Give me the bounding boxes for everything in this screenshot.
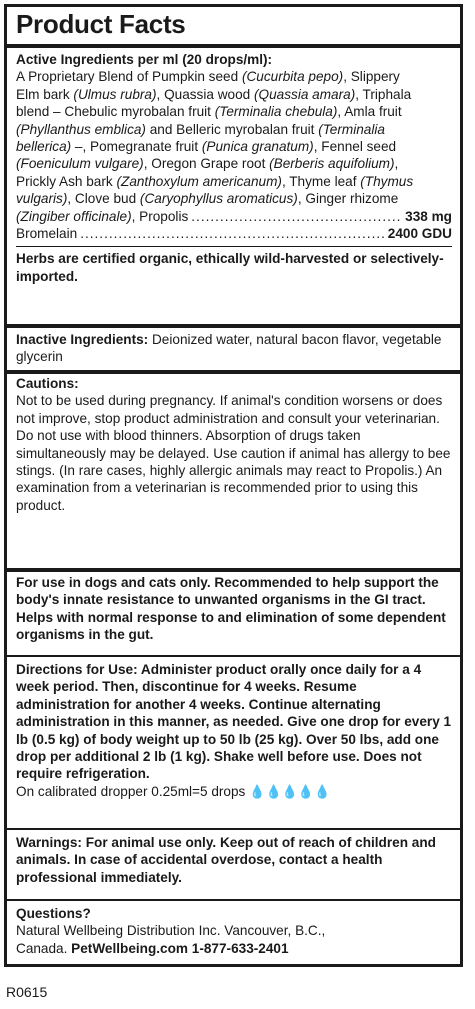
botanical-name: bellerica) (16, 139, 72, 155)
section-divider (7, 899, 460, 901)
botanical-name: (Phyllanthus emblica) (16, 121, 146, 137)
botanical-name: (Caryophyllus aromaticus) (139, 191, 298, 207)
ingredient-text: , Triphala (355, 86, 412, 102)
ingredient-text: and Belleric myrobalan fruit (145, 121, 319, 137)
ingredient-line (16, 155, 452, 172)
ingredient-text: , Amla fruit (337, 104, 402, 120)
botanical-name: (Punica granatum) (201, 139, 314, 155)
ingredient-text: A Proprietary Blend of Pumpkin seed (16, 69, 242, 85)
section-divider (7, 568, 460, 572)
bromelain-row (16, 225, 452, 242)
questions-section (16, 905, 452, 957)
title-divider (7, 44, 460, 48)
leader-dots (191, 208, 402, 225)
cautions-text: Not to be used during pregnancy. If animal's condition worsens or does not improve, stop product administration and consult your veterinarian. Do not use with blood thinners. Absorption of drugs taken simultaneously may be delayed. Use caution if animal has allergy to bee stings. (In rare cases, highly allergic animals may react to Propolis.) An examination from a veterinarian is recommended prior to using this product. (16, 393, 451, 513)
active-ingredients-heading: Active Ingredients per ml (20 drops/ml): (16, 52, 273, 67)
ingredient-line (16, 138, 452, 155)
divider (16, 246, 452, 247)
warnings-heading: Warnings: (16, 835, 82, 850)
section-divider (7, 324, 460, 328)
botanical-name: (Cucurbita pepo) (241, 69, 344, 85)
ingredient-line (16, 86, 452, 103)
leader-dots (80, 225, 385, 242)
botanical-name: (Thymus (360, 173, 414, 189)
bromelain-amount: 2400 GDU (387, 226, 452, 242)
ingredient-text: , Thyme leaf (281, 173, 361, 189)
ingredient-text: , (394, 156, 399, 172)
ingredient-text: , Fennel seed (313, 139, 397, 155)
phone-number[interactable]: 1-877-633-2401 (191, 940, 289, 956)
ingredient-text: –, Pomegranate fruit (71, 139, 202, 155)
active-ingredients-section (16, 51, 452, 285)
ingredient-text: Elm bark (16, 86, 74, 102)
questions-heading: Questions? (16, 906, 91, 921)
ingredient-text: Prickly Ash bark (16, 173, 117, 189)
dropper-line (16, 783, 452, 800)
ingredient-text: , Ginger rhizome (297, 191, 399, 207)
ingredient-line (16, 173, 452, 190)
botanical-name: (Foeniculum vulgare) (16, 156, 144, 172)
questions-contact (16, 940, 452, 957)
ingredient-text: , Clove bud (67, 191, 140, 207)
section-divider (7, 370, 460, 374)
organic-note: Herbs are certified organic, ethically wild-harvested or selectively-imported. (16, 251, 444, 284)
botanical-name: (Terminalia chebula) (214, 104, 338, 120)
ingredient-line (16, 103, 452, 120)
propolis-amount: 338 mg (405, 208, 452, 224)
propolis-row (16, 208, 452, 225)
questions-country: Canada. (16, 940, 72, 956)
inactive-text: Deionized water, natural bacon flavor, vegetable glycerin (16, 332, 442, 365)
ingredient-line (16, 190, 452, 207)
cautions-section (16, 375, 452, 514)
product-facts-panel (4, 4, 463, 967)
ingredient-text: , Slippery (343, 69, 400, 85)
botanical-name: (Terminalia (318, 121, 385, 137)
propolis-prefix: (Zingiber officinale) (16, 208, 132, 224)
directions-text: Directions for Use: Administer product orally once daily for a 4 week period. Then, discontinue for 4 weeks. Resume administration for another 4 weeks. Continue alternating administration in this manner, as needed. Give one drop for every 1 lb (0.5 kg) of body weight up to 50 lb (25 kg). Over 50 lbs, add one drop per additional 2 lb (1 kg). Shake well before use. Does not require refrigeration. (16, 662, 452, 782)
questions-address: Natural Wellbeing Distribution Inc. Vancouver, B.C., (16, 923, 326, 939)
dropper-text: On calibrated dropper 0.25ml=5 drops (16, 783, 246, 799)
bromelain-label: Bromelain (16, 226, 78, 242)
ingredient-text: , Oregon Grape root (143, 156, 270, 172)
section-divider (7, 828, 460, 830)
ingredient-text: blend – Chebulic myrobalan fruit (16, 104, 215, 120)
botanical-name: (Zanthoxylum americanum) (116, 173, 282, 189)
panel-title: Product Facts (16, 9, 186, 39)
botanical-name: vulgaris) (16, 191, 68, 207)
product-code: R0615 (6, 984, 48, 1000)
inactive-ingredients-section (16, 331, 452, 366)
botanical-name: (Ulmus rubra) (73, 86, 157, 102)
ingredient-line (16, 68, 452, 85)
ingredient-text: , Quassia wood (156, 86, 254, 102)
active-ingredients-list (16, 68, 452, 207)
water-drop-icon: 💧💧💧💧💧 (249, 783, 331, 799)
warnings-text: For animal use only. Keep out of reach of children and animals. In case of accidental overdose, contact a health professional immediately. (16, 835, 436, 885)
cautions-heading: Cautions: (16, 376, 79, 391)
inactive-heading: Inactive Ingredients: (16, 332, 149, 347)
botanical-name: (Quassia amara) (254, 86, 356, 102)
botanical-name: (Berberis aquifolium) (269, 156, 395, 172)
website-link[interactable]: PetWellbeing.com (71, 940, 188, 956)
section-divider (7, 655, 460, 657)
ingredient-line (16, 121, 452, 138)
warnings-section (16, 834, 452, 886)
propolis-label: , Propolis (131, 208, 189, 224)
usage-section: For use in dogs and cats only. Recommended to help support the body's innate resistance to unwanted organisms in the GI tract. Helps with normal response to and elimination of some dependent organisms in the gut. (16, 575, 446, 643)
directions-section (16, 661, 452, 800)
